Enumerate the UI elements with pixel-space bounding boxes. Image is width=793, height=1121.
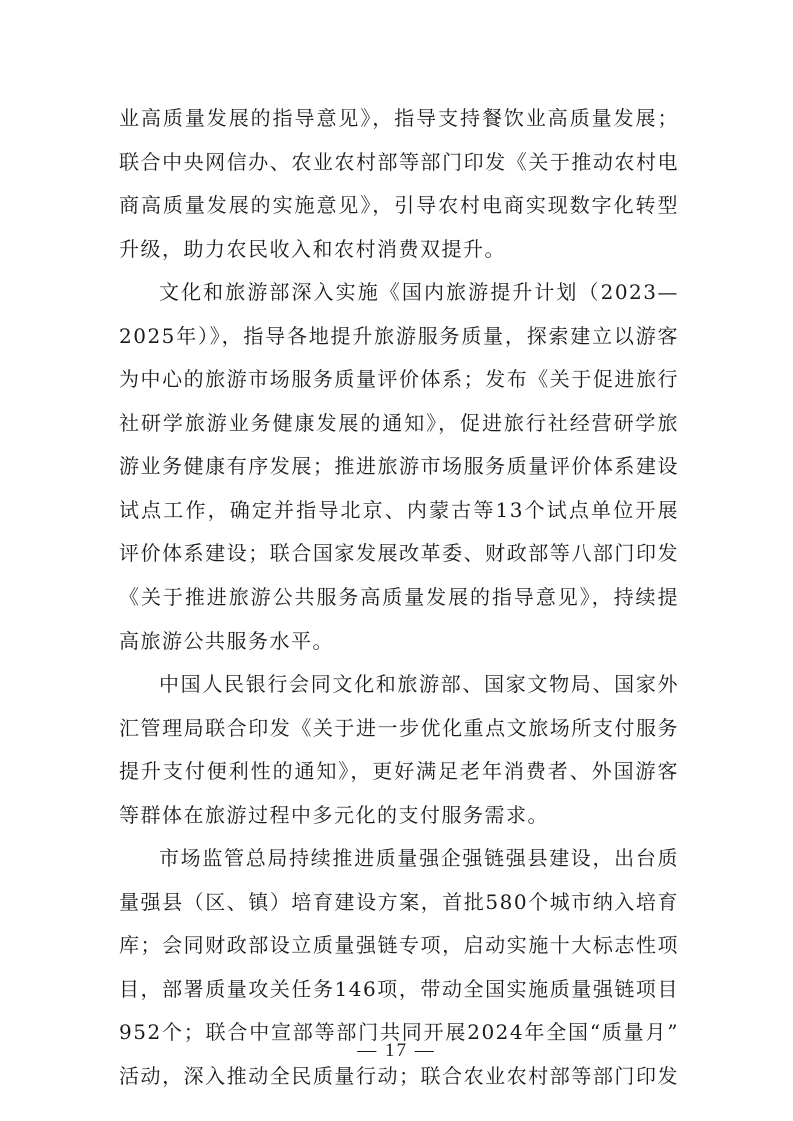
text-line: 中国人民银行会同文化和旅游部、国家文物局、国家外 xyxy=(159,672,679,697)
text-line: 目，部署质量攻关任务146项，带动全国实施质量强链项目 xyxy=(119,976,679,1001)
text-line: 游业务健康有序发展；推进旅游市场服务质量评价体系建设 xyxy=(119,454,679,479)
text-line: 试点工作，确定并指导北京、内蒙古等13个试点单位开展 xyxy=(119,497,679,522)
text-line: 评价体系建设；联合国家发展改革委、财政部等八部门印发 xyxy=(119,541,679,566)
text-line: 市场监管总局持续推进质量强企强链强县建设，出台质 xyxy=(159,846,679,871)
text-line: 商高质量发展的实施意见》，引导农村电商实现数字化转型 xyxy=(119,193,679,218)
text-line: 升级，助力农民收入和农村消费双提升。 xyxy=(119,236,506,261)
text-line: 高旅游公共服务水平。 xyxy=(119,628,334,653)
text-line: 为中心的旅游市场服务质量评价体系；发布《关于促进旅行 xyxy=(119,367,679,392)
text-line: 业高质量发展的指导意见》，指导支持餐饮业高质量发展； xyxy=(119,106,679,130)
text-line: 2025年）》，指导各地提升旅游服务质量，探索建立以游客 xyxy=(119,323,679,348)
text-line: 社研学旅游业务健康发展的通知》，促进旅行社经营研学旅 xyxy=(119,410,679,435)
text-line: 联合中央网信办、农业农村部等部门印发《关于推动农村电 xyxy=(119,149,679,174)
text-line: 提升支付便利性的通知》，更好满足老年消费者、外国游客 xyxy=(119,759,679,784)
text-line: 等群体在旅游过程中多元化的支付服务需求。 xyxy=(119,802,549,827)
body-text xyxy=(119,97,679,1099)
text-line: 库；会同财政部设立质量强链专项，启动实施十大标志性项 xyxy=(119,933,679,958)
text-line: 《关于推进旅游公共服务高质量发展的指导意见》，持续提 xyxy=(119,585,679,610)
text-line: 量强县（区、镇）培育建设方案，首批580个城市纳入培育 xyxy=(119,889,679,914)
text-line: 活动，深入推动全民质量行动；联合农业农村部等部门印发 xyxy=(119,1064,679,1089)
text-line: 汇管理局联合印发《关于进一步优化重点文旅场所支付服务 xyxy=(119,715,679,740)
page-number: — 17 — xyxy=(357,1040,436,1061)
text-line: 文化和旅游部深入实施《国内旅游提升计划（2023— xyxy=(159,280,679,305)
text-line: 952个；联合中宣部等部门共同开展2024年全国“质量月” xyxy=(119,1020,679,1045)
